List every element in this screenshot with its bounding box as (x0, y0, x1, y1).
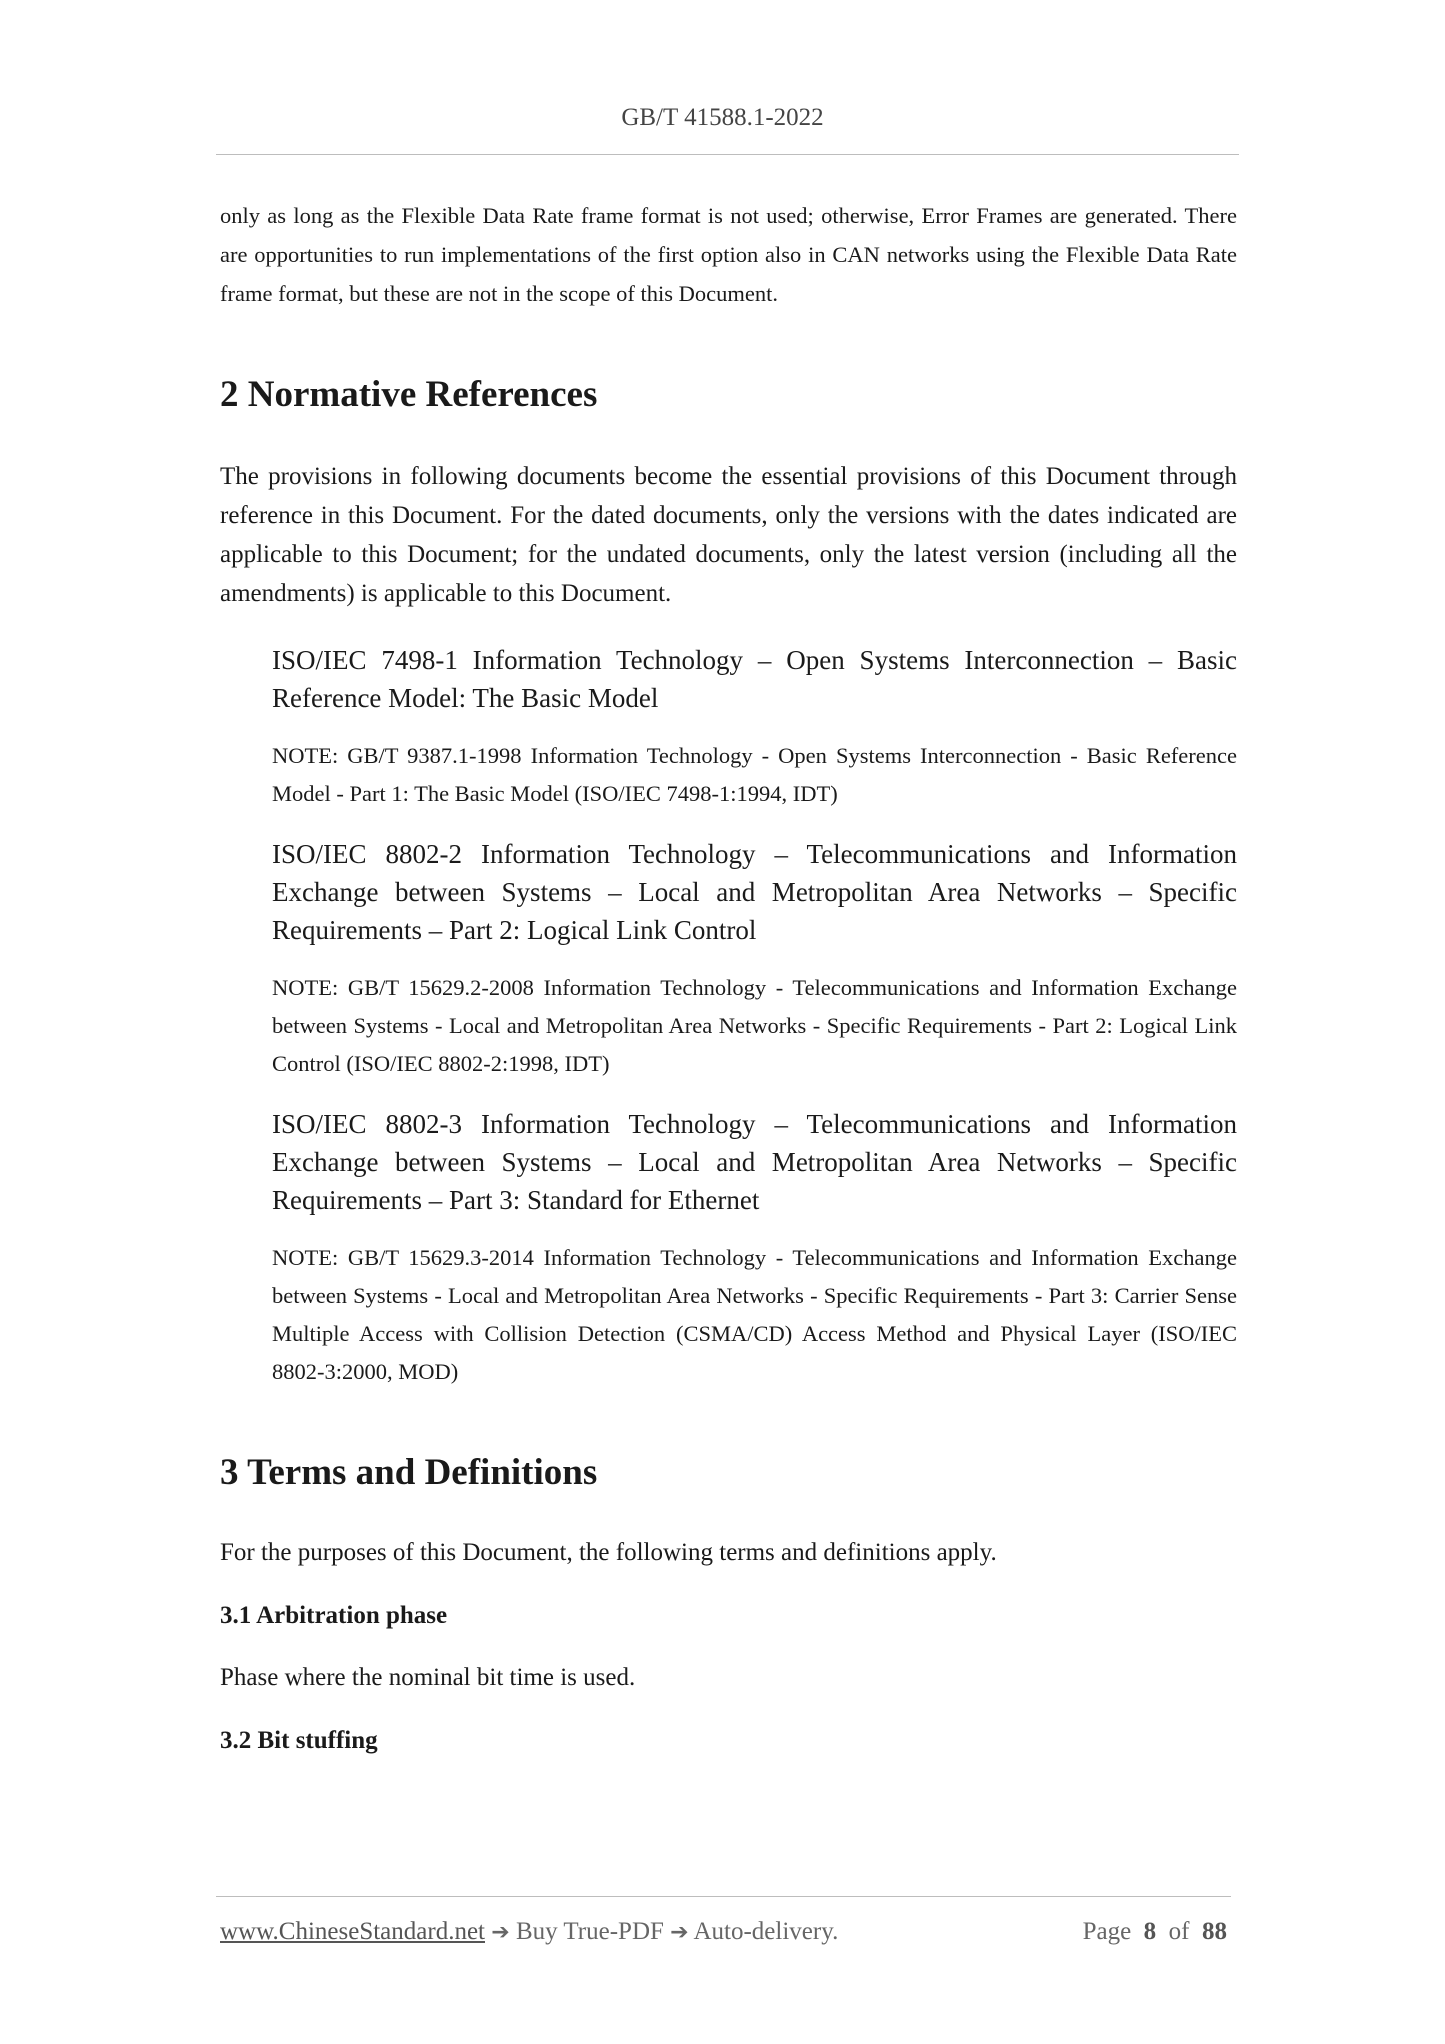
section-2-paragraph: The provisions in following documents become the essential provisions of this Document through reference in this Document. For the dated documents, only the versions with the dates indicated are applicable to this Document; for the undated documents, only the latest version (including all the amendments) is applicable to this Document. (220, 463, 1237, 607)
term-3-2-title: 3.2 Bit stuffing (220, 1727, 378, 1754)
of-label: of (1168, 1918, 1190, 1945)
buy-true-pdf-text: Buy True-PDF (515, 1918, 664, 1945)
footer-divider (216, 1896, 1231, 1897)
website-link[interactable]: www.ChineseStandard.net (220, 1918, 485, 1945)
reference-note: NOTE: GB/T 15629.3-2014 Information Technology - Telecommunications and Information Exchange between Systems - Local and Metropolitan Area Networks - Specific Requirements - Part 3: Carrier Sense Multiple Access with Collision Detection (CSMA/CD) Access Method and Physical Layer (ISO/IEC 8802-3:2000, MOD) (272, 1245, 1237, 1384)
reference-note: NOTE: GB/T 15629.2-2008 Information Technology - Telecommunications and Information Exchange between Systems - Local and Metropolitan Area Networks - Specific Requirements - Part 2: Logical Link Control (ISO/IEC 8802-2:1998, IDT) (272, 975, 1237, 1076)
reference-note: NOTE: GB/T 9387.1-1998 Information Technology - Open Systems Interconnection - Basic Reference Model - Part 1: The Basic Model (ISO/IEC 7498-1:1994, IDT) (272, 743, 1237, 806)
page-footer (220, 1918, 1231, 1946)
section-3-paragraph: For the purposes of this Document, the following terms and definitions apply. (220, 1539, 997, 1566)
page-header-title: GB/T 41588.1-2022 (621, 104, 824, 131)
header-divider (216, 154, 1239, 155)
reference-item: ISO/IEC 8802-2 Information Technology – Telecommunications and Information Exchange between Systems – Local and Metropolitan Area Networks – Specific Requirements – Part 2: Logical Link Control (272, 839, 1237, 945)
term-3-1-title: 3.1 Arbitration phase (220, 1602, 448, 1629)
page-label: Page (1082, 1918, 1132, 1945)
section-2-heading: 2 Normative References (220, 374, 598, 415)
page-number: 8 (1143, 1918, 1157, 1945)
arrow-right-icon: ➔ (491, 1920, 510, 1945)
page-total: 88 (1202, 1918, 1227, 1945)
document-content (220, 196, 1237, 1755)
intro-paragraph: only as long as the Flexible Data Rate frame format is not used; otherwise, Error Frames are generated. There are opportunities to run implementations of the first option also in CAN networks using the Flexible Data Rate frame format, but these are not in the scope of this Document. (220, 203, 1237, 306)
section-3-heading: 3 Terms and Definitions (220, 1452, 598, 1493)
reference-item: ISO/IEC 8802-3 Information Technology – Telecommunications and Information Exchange between Systems – Local and Metropolitan Area Networks – Specific Requirements – Part 3: Standard for Ethernet (272, 1109, 1237, 1215)
term-3-1-definition: Phase where the nominal bit time is used. (220, 1664, 636, 1691)
auto-delivery-text: Auto-delivery. (693, 1918, 839, 1945)
arrow-right-icon: ➔ (670, 1920, 689, 1945)
page-indicator (1083, 1918, 1227, 1946)
reference-item: ISO/IEC 7498-1 Information Technology – Open Systems Interconnection – Basic Reference Model: The Basic Model (272, 645, 1237, 713)
